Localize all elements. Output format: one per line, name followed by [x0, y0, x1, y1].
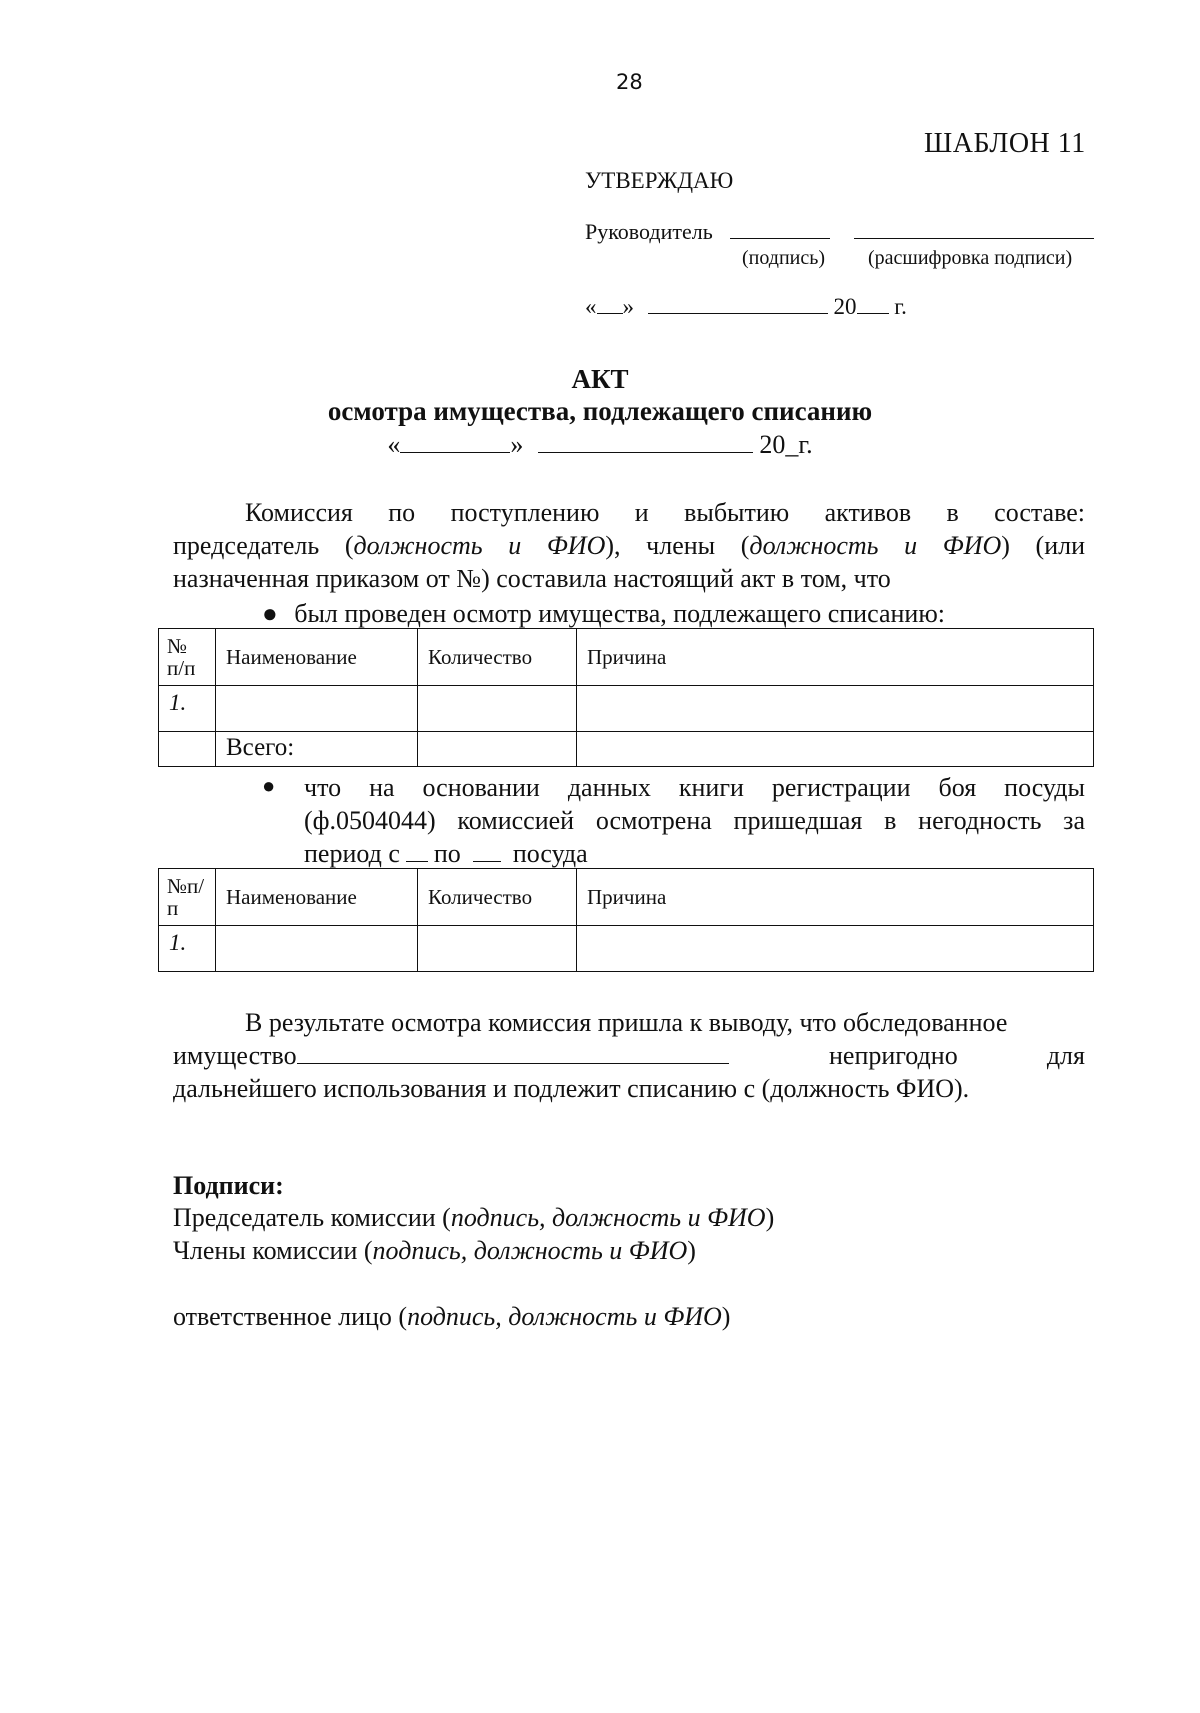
text: ответственное лицо (: [173, 1302, 408, 1331]
bullet2-line-1: что на основании данных книги регистрации боя посуды: [304, 773, 1085, 802]
col-header-reason: Причина: [577, 629, 1094, 686]
bullet-item-2: [304, 771, 1085, 870]
cell-quantity: [418, 686, 577, 732]
cell-name: [216, 926, 418, 972]
col-header-reason: Причина: [577, 869, 1094, 926]
cell-row-number: 1.: [159, 686, 216, 732]
approval-heading: УТВЕРЖДАЮ: [585, 168, 734, 193]
members-signature: [173, 1236, 696, 1266]
head-label: Руководитель: [585, 219, 713, 244]
col-header-name: Наименование: [216, 869, 418, 926]
result-line-3: дальнейшего использования и подлежит списанию с (должность ФИО).: [173, 1074, 970, 1103]
text: № п/п: [167, 634, 196, 680]
intro-line-1: Комиссия по поступлению и выбытию активов в составе:: [245, 498, 1085, 527]
page-number: 28: [616, 70, 643, 94]
cell-row-number: 1.: [159, 926, 216, 972]
italic-text: должность и ФИО: [749, 531, 1002, 560]
cell-reason: [577, 926, 1094, 972]
col-header-name: Наименование: [216, 629, 418, 686]
text: Председатель комиссии (: [173, 1203, 451, 1232]
bullet-text: был проведен осмотр имущества, подлежащего списанию:: [294, 599, 945, 628]
cell-total-quantity: [418, 732, 577, 767]
text: имущество: [173, 1041, 297, 1070]
text: непригодно: [829, 1041, 958, 1070]
col-header-quantity: Количество: [418, 629, 577, 686]
head-signature-line: [585, 218, 1094, 245]
intro-line-2: [173, 529, 1085, 562]
act-subtitle: осмотра имущества, подлежащего списанию: [327, 396, 873, 426]
signature-blank: [730, 218, 830, 239]
bullet-icon: ●: [262, 773, 276, 798]
text: ): [765, 1203, 775, 1232]
quote-close: »: [622, 294, 634, 319]
act-date-line: [0, 428, 1200, 460]
cell-total-reason: [577, 732, 1094, 767]
italic-text: должность и ФИО: [353, 531, 606, 560]
cell-empty: [159, 732, 216, 767]
result-paragraph: [173, 1006, 1085, 1105]
signatures-heading: Подписи:: [173, 1171, 284, 1200]
bullet2-line-3: [304, 837, 1085, 870]
text: ): [687, 1236, 696, 1265]
quote-close: »: [510, 430, 524, 459]
intro-line-3: назначенная приказом от №) составила настоящий акт в том, что: [173, 564, 891, 593]
to-blank: [473, 839, 501, 862]
text: период с: [304, 839, 400, 868]
caption-signature: (подпись): [742, 247, 826, 269]
month-blank: [538, 428, 753, 453]
text: ), члены (: [605, 531, 750, 560]
year-suffix: г.: [894, 294, 907, 319]
text: №п/ п: [167, 874, 205, 920]
cell-quantity: [418, 926, 577, 972]
caption-decode: (расшифровка подписи): [868, 247, 1073, 269]
quote-open: «: [387, 430, 401, 459]
italic-text: подпись, должность и ФИО: [407, 1302, 722, 1331]
year-blank: [857, 293, 889, 314]
cell-name: [216, 686, 418, 732]
text: Члены комиссии (: [173, 1236, 373, 1265]
text: по: [433, 839, 461, 868]
decode-blank: [854, 218, 1094, 239]
month-blank: [648, 293, 828, 314]
template-label: ШАБЛОН 11: [924, 128, 1086, 159]
col-header-quantity: Количество: [418, 869, 577, 926]
bullet-item-1: [262, 597, 945, 630]
text: для: [1046, 1041, 1085, 1070]
dishes-table: [158, 868, 1094, 972]
text: ) (или: [1001, 531, 1085, 560]
bullet2-line-2: (ф.0504044) комиссией осмотрена пришедшая в негодность за: [304, 806, 1085, 835]
result-line-2: [173, 1039, 1085, 1072]
quote-open: «: [585, 294, 597, 319]
text: посуда: [512, 839, 588, 868]
text: председатель (: [173, 531, 354, 560]
day-blank: [400, 428, 510, 453]
col-header-number: [159, 629, 216, 686]
italic-text: подпись, должность и ФИО: [450, 1203, 766, 1232]
intro-paragraph: [173, 496, 1085, 595]
approval-date-line: [585, 293, 907, 320]
chair-signature: [173, 1203, 774, 1233]
day-blank: [597, 293, 623, 314]
cell-reason: [577, 686, 1094, 732]
act-title: АКТ: [571, 364, 629, 394]
from-blank: [406, 839, 428, 862]
col-header-number: [159, 869, 216, 926]
year-text: 20_г.: [759, 430, 813, 459]
property-blank: [297, 1039, 729, 1064]
cell-total-label: Всего:: [216, 732, 418, 767]
year-prefix: 20: [833, 294, 857, 319]
property-table: [158, 628, 1094, 767]
result-line-1: В результате осмотра комиссия пришла к выводу, что обследованное: [245, 1008, 1008, 1037]
responsible-signature: [173, 1302, 730, 1332]
bullet-icon: ●: [262, 599, 278, 628]
text: ): [721, 1302, 731, 1331]
italic-text: подпись, должность и ФИО: [372, 1236, 688, 1265]
